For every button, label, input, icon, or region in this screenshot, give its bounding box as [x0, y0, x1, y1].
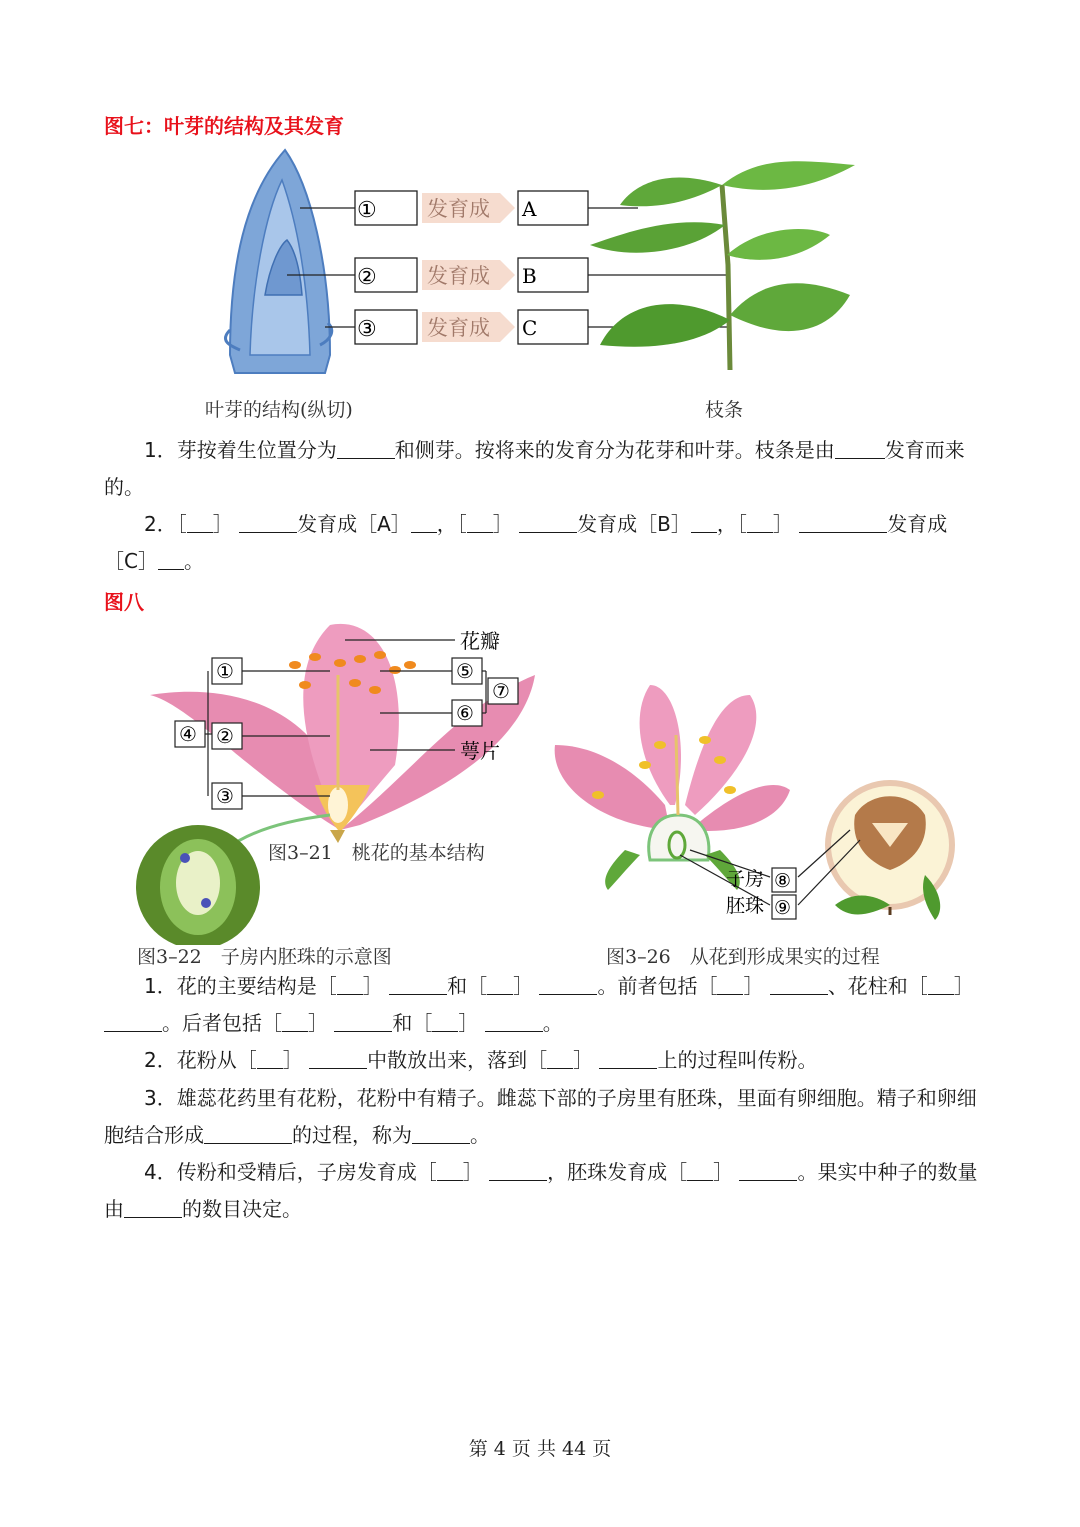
blank[interactable]: [928, 976, 954, 995]
blank[interactable]: [337, 976, 363, 995]
blank[interactable]: [519, 514, 577, 533]
fig8-question-4: 4．传粉和受精后，子房发育成［ ］ ，胚珠发育成［ ］ 。果实中种子的数量由 的数目决定。: [104, 1160, 978, 1221]
blank[interactable]: [432, 1013, 458, 1032]
caption-fig-3-21: 图3–21 桃花的基本结构: [268, 842, 485, 864]
bud-label-2: ②: [357, 265, 377, 290]
blank[interactable]: [309, 1050, 367, 1069]
blank[interactable]: [467, 514, 493, 533]
blank[interactable]: [691, 514, 717, 533]
bud-label-1: ①: [357, 198, 377, 223]
blank[interactable]: [599, 1050, 657, 1069]
blank[interactable]: [124, 1199, 182, 1218]
blank[interactable]: [239, 514, 297, 533]
blank[interactable]: [389, 976, 447, 995]
blank[interactable]: [799, 514, 887, 533]
blank[interactable]: [487, 976, 513, 995]
flower-label-1: ①: [216, 659, 234, 683]
caption-fig-3-26: 图3–26 从花到形成果实的过程: [606, 946, 880, 968]
target-label-a: A: [522, 197, 537, 221]
ovule-illustration: [136, 825, 260, 945]
fig7-question-1: 1．芽按着生位置分为 和侧芽。按将来的发育分为花芽和叶芽。枝条是由 发育而来的。: [104, 438, 965, 499]
blank[interactable]: [547, 1050, 573, 1069]
fig7-title: 图七：叶芽的结构及其发育: [104, 114, 344, 138]
flower-label-3: ③: [216, 784, 234, 808]
flower-label-2: ②: [216, 724, 234, 748]
blank[interactable]: [282, 1013, 308, 1032]
blank[interactable]: [411, 514, 437, 533]
fig8-question-2: 2．花粉从［ ］ 中散放出来，落到［ ］ 上的过程叫传粉。: [144, 1048, 818, 1072]
target-label-c: C: [522, 316, 538, 340]
blank[interactable]: [485, 1013, 543, 1032]
blank[interactable]: [770, 976, 828, 995]
fig8-question-3: 3．雄蕊花药里有花粉，花粉中有精子。雌蕊下部的子房里有胚珠，里面有卵细胞。精子和卵细胞结合形成 的过程，称为 。: [104, 1086, 977, 1147]
fig7-question-2: 2．［ ］ 发育成［A］ ，［ ］ 发育成［B］ ，［ ］ 发育成［C］ 。: [104, 512, 948, 573]
arrow-text-2: 发育成: [427, 264, 490, 288]
arrow-text-3: 发育成: [427, 316, 490, 340]
arrow-text-1: 发育成: [427, 197, 490, 221]
label-sepal: 萼片: [460, 739, 500, 763]
blank[interactable]: [158, 551, 184, 570]
blank[interactable]: [489, 1162, 547, 1181]
blank[interactable]: [204, 1125, 292, 1144]
page-footer: 第 4 页 共 44 页: [468, 1438, 612, 1460]
blank[interactable]: [747, 514, 773, 533]
label-ovary: 子房: [726, 868, 765, 890]
blank[interactable]: [835, 440, 885, 459]
flower-label-4: ④: [179, 722, 197, 746]
fig8-title: 图八: [104, 590, 144, 614]
fig8-question-1: 1．花的主要结构是［ ］ 和［ ］ 。前者包括［ ］ 、花柱和［ ］ 。后者包括［ ］ 和［ ］ 。: [104, 968, 984, 1042]
flower-label-7: ⑦: [492, 679, 510, 703]
blank[interactable]: [687, 1162, 713, 1181]
branch-illustration: [590, 161, 855, 370]
fig7-caption-right: 枝条: [705, 399, 744, 421]
blank[interactable]: [739, 1162, 797, 1181]
target-label-b: B: [522, 264, 537, 288]
blank[interactable]: [257, 1050, 283, 1069]
flower-label-5: ⑤: [456, 659, 474, 683]
blank[interactable]: [104, 1013, 162, 1032]
flower-label-6: ⑥: [456, 701, 474, 725]
label-9: ⑨: [774, 897, 792, 919]
fig7-caption-left: 叶芽的结构(纵切): [205, 399, 353, 421]
blank[interactable]: [539, 976, 597, 995]
blank[interactable]: [717, 976, 743, 995]
blank[interactable]: [437, 1162, 463, 1181]
bud-label-3: ③: [357, 317, 377, 342]
label-8: ⑧: [774, 870, 792, 892]
caption-fig-3-22: 图3–22 子房内胚珠的示意图: [137, 946, 392, 968]
blank[interactable]: [187, 514, 213, 533]
label-ovule: 胚珠: [726, 895, 765, 917]
label-petal: 花瓣: [460, 629, 500, 653]
leaf-bud-diagram: [190, 145, 890, 425]
blank[interactable]: [337, 440, 395, 459]
leaf-bud-section: [225, 150, 331, 373]
blank[interactable]: [412, 1125, 470, 1144]
peach-flower-diagram: [130, 615, 960, 945]
blank[interactable]: [334, 1013, 392, 1032]
